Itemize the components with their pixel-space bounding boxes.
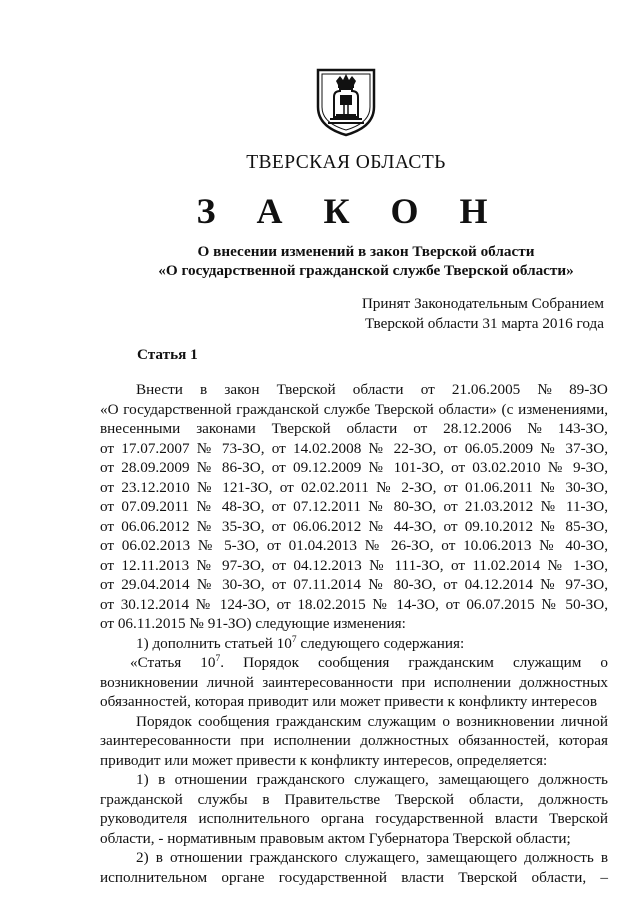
law-subject [0,242,640,280]
amendment-item-text: 1) дополнить статьей 10 [136,634,292,652]
word: 89-ЗО [569,381,608,398]
article-intro-line: «О государственной гражданской службе Тверской области» (с изменениями, [100,400,608,418]
word: 143-ЗО, [557,420,608,437]
subitem-2-line: 2) в отношении гражданского служащего, замещающего должность в [136,849,608,866]
article-intro-line: от 06.02.2013 № 5-ЗО, от 01.04.2013 № 26-ЗО, от 10.06.2013 № 40-ЗО, [100,537,608,554]
amendment-item-1 [100,634,608,654]
article-intro-line [100,419,608,439]
word: законами [196,420,256,437]
article-body [100,380,608,887]
subitem-1-line: 1) в отношении гражданского служащего, замещающего должность [136,771,608,788]
word: в [200,381,208,398]
word: № [537,381,552,398]
article-intro-line: от 07.09.2011 № 48-ЗО, от 07.12.2011 № 80-ЗО, от 21.03.2012 № 11-ЗО, [100,498,608,515]
subitem-2-line: исполнительном органе государственной власти Тверской области, – [100,868,608,886]
word: от [420,381,435,398]
word: 28.12.2006 [443,420,512,437]
article-intro-line [100,380,608,400]
article-heading: Статья 1 [137,346,198,363]
article-intro-line: от 12.11.2013 № 97-ЗО, от 04.12.2013 № 111-ЗО, от 11.02.2014 № 1-ЗО, [100,556,608,574]
document-type-title: З А К О Н [196,191,504,231]
word: Внести [136,381,183,398]
region-name: ТВЕРСКАЯ ОБЛАСТЬ [246,152,446,173]
word: Тверской [276,381,336,398]
word: внесенными [100,420,181,437]
word: области [352,381,404,398]
amendment-item-text: следующего содержания: [296,634,465,652]
article-intro-line: от 29.04.2014 № 30-ЗО, от 07.11.2014 № 80-ЗО, от 04.12.2014 № 97-ЗО, [100,576,608,593]
new-article-title-line: обязанностей, которая приводит или может привести к конфликту интересов [100,693,598,710]
word: № [527,420,542,437]
article-intro-line: от 28.09.2009 № 86-ЗО, от 09.12.2009 № 101-ЗО, от 03.02.2010 № 9-ЗО, [100,459,608,476]
subitem-1-line: гражданской службы в Правительстве Тверской области, должность [100,790,608,808]
word: области [346,420,398,437]
new-article-title-text: . Порядок сообщения гражданским служащим о [220,654,608,671]
adoption-note-line: Тверской области 31 марта 2016 года [364,315,604,332]
law-subject-line: «О государственной гражданской службе Тверской области» [158,262,574,279]
new-article-title-text: «Статья 10 [130,654,216,671]
procedure-line: Порядок сообщения гражданским служащим о возникновении личной [136,712,608,730]
word: от [413,420,428,437]
article-intro-line: от 23.12.2010 № 121-ЗО, от 02.02.2011 № 2-ЗО, от 01.06.2011 № 30-ЗО, [100,478,608,496]
procedure-line: заинтересованности при исполнении должностных обязанностей, которая [100,732,608,749]
subitem-1-line: руководителя исполнительного органа государственной власти Тверской [100,810,608,827]
word: 21.06.2005 [451,381,521,398]
superscript: 7 [215,653,221,664]
new-article-title [100,653,608,673]
word: Тверской [271,420,331,437]
article-intro-line: от 06.11.2015 № 91-ЗО) следующие изменения: [100,615,406,632]
law-subject-line: О внесении изменений в закон Тверской области [197,243,535,260]
procedure-line: приводит или может привести к конфликту интересов, определяется: [100,751,548,769]
article-intro-line: от 17.07.2007 № 73-ЗО, от 14.02.2008 № 22-ЗО, от 06.05.2009 № 37-ЗО, [100,439,608,457]
coat-of-arms-icon [314,67,378,137]
new-article-title-line: возникновении личной заинтересованности при исполнении должностных [100,673,608,691]
superscript: 7 [291,634,297,645]
subitem-1-line: области, - нормативным правовым актом Губернатора Тверской области; [100,829,571,847]
article-intro-line: от 06.06.2012 № 35-ЗО, от 06.06.2012 № 44-ЗО, от 09.10.2012 № 85-ЗО, [100,517,608,535]
adoption-note [362,294,604,334]
article-intro-line: от 30.12.2014 № 124-ЗО, от 18.02.2015 № 14-ЗО, от 06.07.2015 № 50-ЗО, [100,595,608,613]
word: закон [224,381,260,398]
adoption-note-line: Принят Законодательным Собранием [361,295,604,312]
